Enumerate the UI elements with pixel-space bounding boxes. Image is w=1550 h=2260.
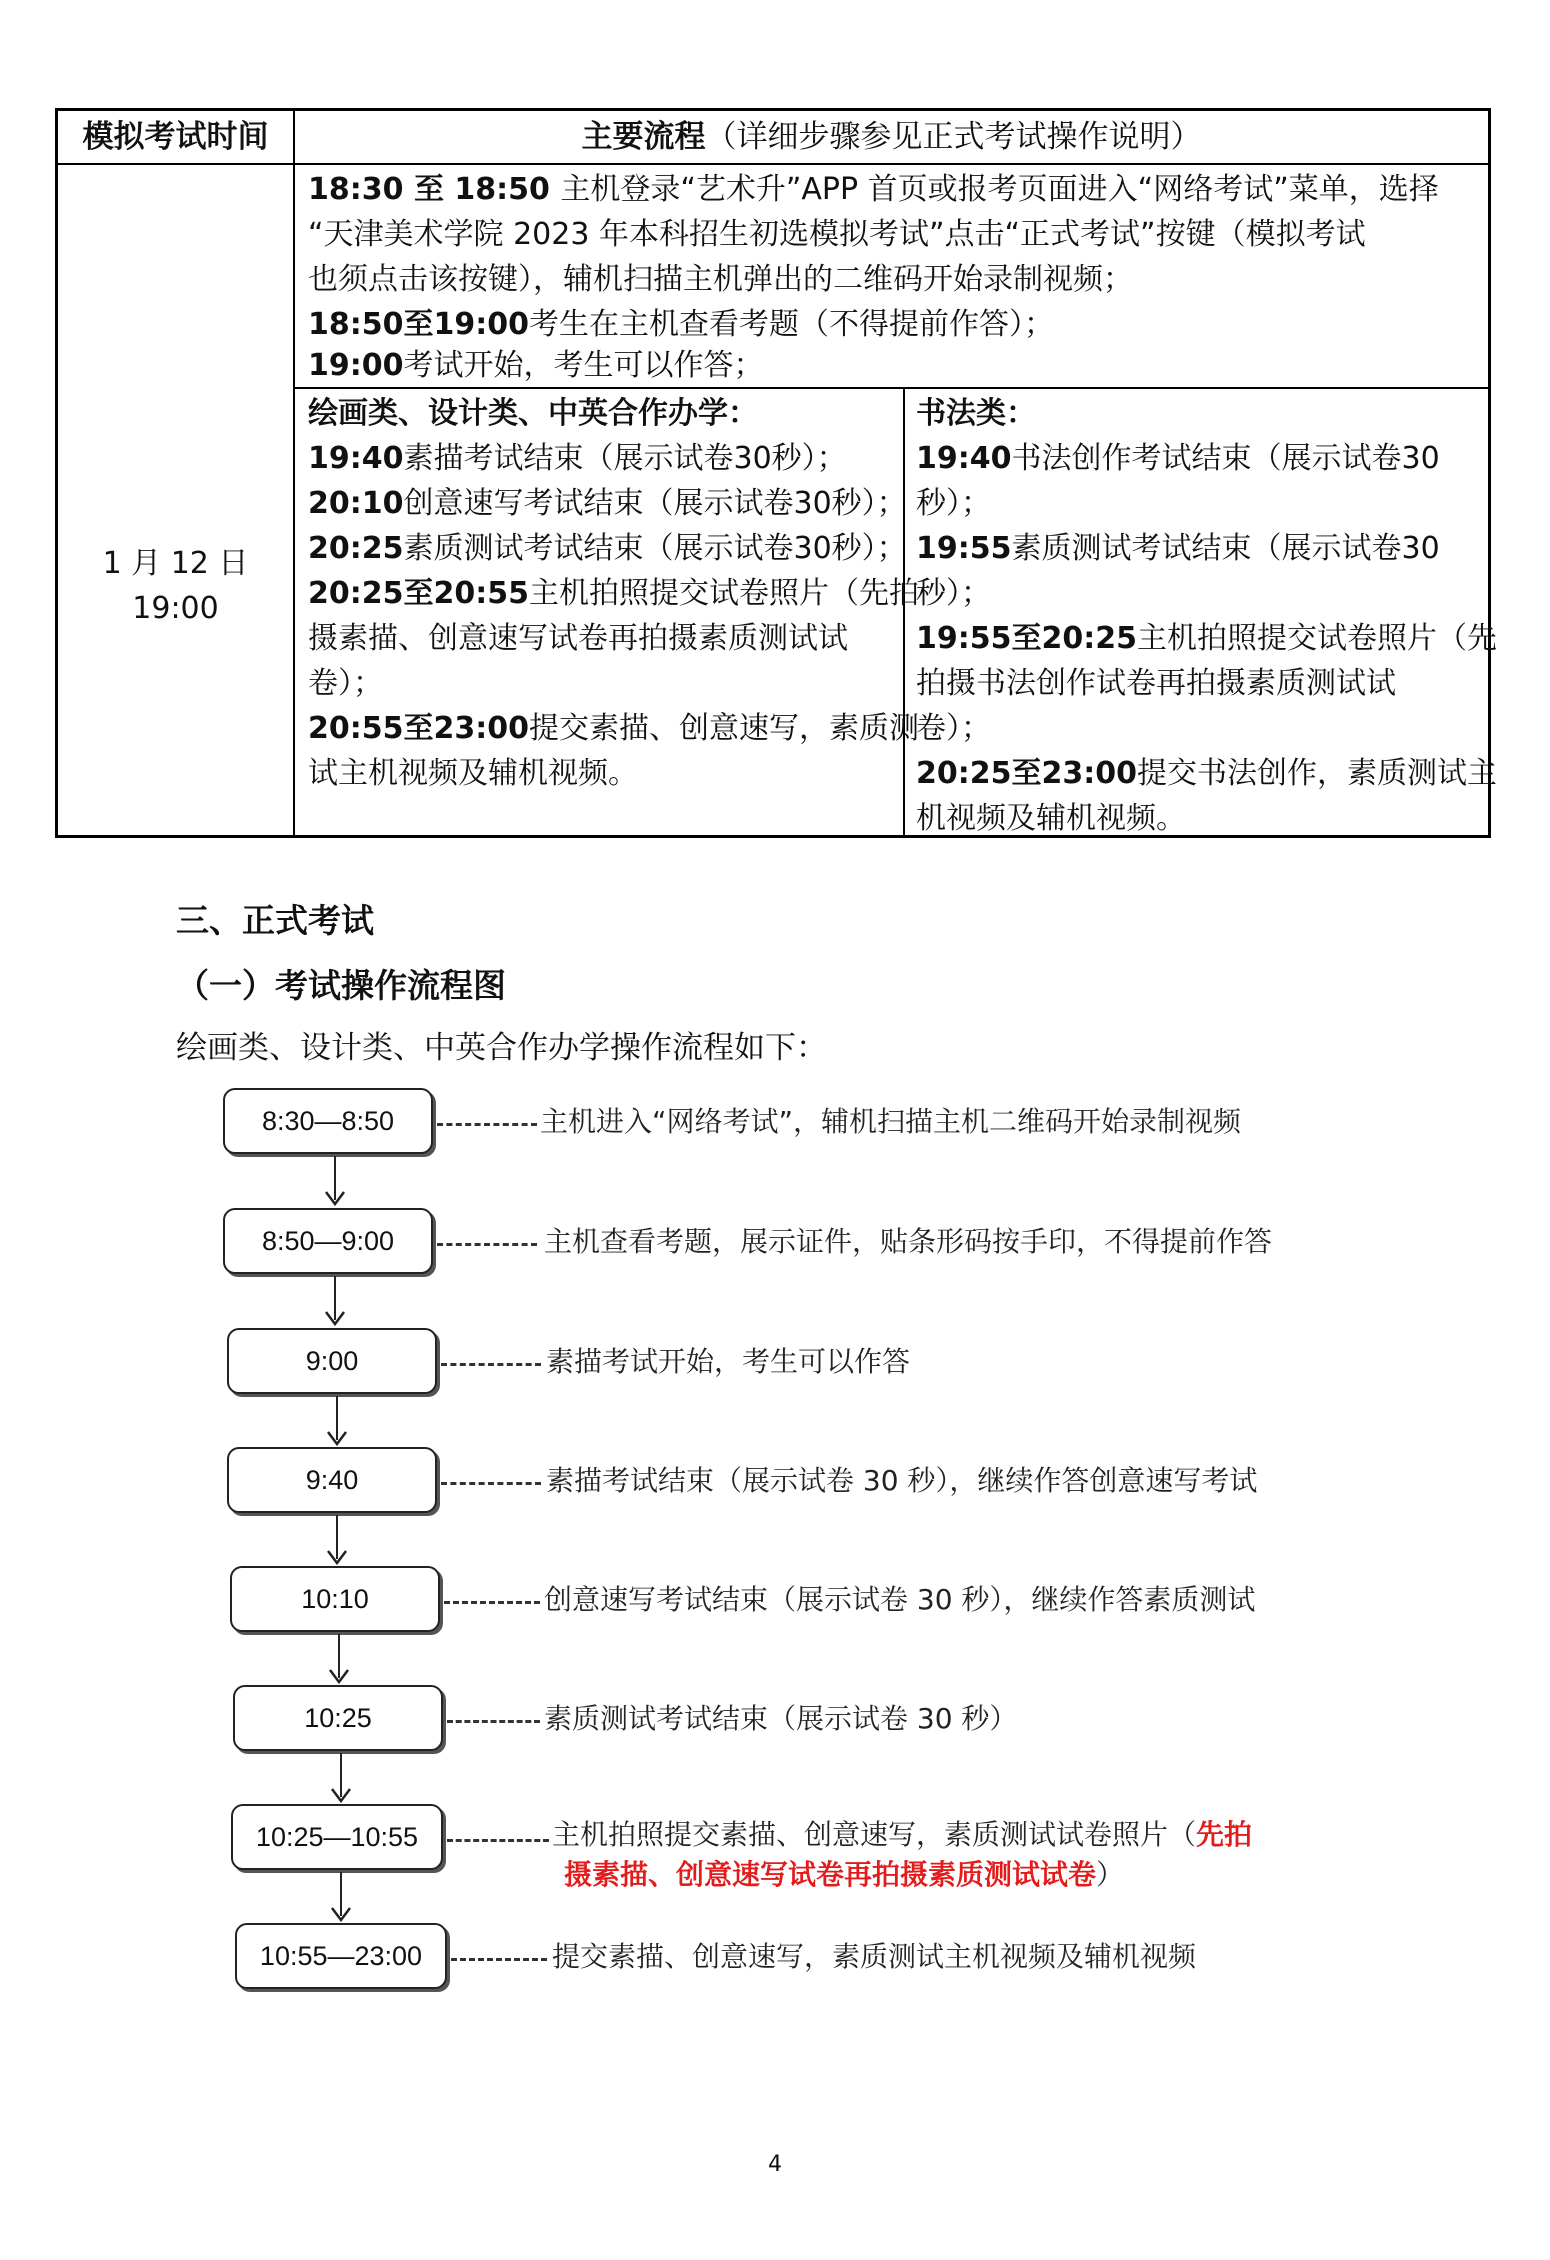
time-label: 19:00: [308, 348, 404, 383]
exam-date: 1 月 12 日: [102, 546, 249, 581]
flow-time: 9:00: [305, 1345, 359, 1376]
flow-text: 卷）；: [916, 711, 991, 746]
flow-time: 10:25: [304, 1702, 372, 1733]
flow-time-box: [223, 1208, 433, 1274]
flow-time-box: [233, 1685, 443, 1751]
calligraphy-flow-line: [916, 481, 991, 526]
flow-text: 素质测试考试结束（展示试卷30秒）；: [403, 531, 907, 566]
painting-flow-line: [308, 436, 847, 481]
calligraphy-flow-line: [916, 661, 1396, 706]
flow-desc: [552, 1815, 1252, 1855]
painting-flow-line: [308, 616, 848, 661]
header-mock-exam-time: 模拟考试时间: [82, 119, 269, 155]
section-intro: 绘画类、设计类、中英合作办学操作流程如下：: [176, 1030, 827, 1066]
flow-desc: 主机进入“网络考试”，辅机扫描主机二维码开始录制视频: [540, 1105, 1242, 1138]
header-main-flow-title: 主要流程: [581, 119, 706, 155]
calligraphy-flow-line: [916, 751, 1497, 796]
section-subheading: （一）考试操作流程图: [176, 966, 506, 1005]
flow-text: 秒）；: [916, 576, 991, 611]
flow-desc-line2: [564, 1855, 1124, 1895]
flow-desc-text: 主机拍照提交素描、创意速写，素质测试试卷照片（: [552, 1818, 1197, 1851]
common-flow-line: [308, 212, 1366, 257]
time-label: 18:30 至 18:50: [308, 172, 561, 207]
calligraphy-title: 书法类：: [916, 396, 1036, 431]
time-label: 20:25: [308, 531, 404, 566]
flow-time: 8:50—9:00: [261, 1225, 395, 1256]
flow-text: 秒）；: [916, 486, 991, 521]
time-label: 20:25至23:00: [916, 756, 1137, 791]
flow-desc: 创意速写考试结束（展示试卷 30 秒），继续作答素质测试: [544, 1583, 1256, 1616]
flow-text: 素描考试结束（展示试卷30秒）；: [403, 441, 847, 476]
header-main-flow-note: （详细步骤参见正式考试操作说明）: [705, 119, 1202, 155]
flow-time-box: [227, 1328, 437, 1394]
flow-text: 提交素描、创意速写，素质测: [529, 711, 919, 746]
header-main-flow: [295, 111, 1488, 163]
dashed-connector: [444, 1601, 540, 1604]
flow-text: 也须点击该按键），辅机扫描主机弹出的二维码开始录制视频；: [308, 262, 1133, 297]
dashed-connector: [441, 1363, 541, 1366]
flow-text: 机视频及辅机视频。: [916, 801, 1186, 836]
section-heading: 三、正式考试: [176, 901, 374, 940]
flow-text: 摄素描、创意速写试卷再拍摄素质测试试: [308, 621, 848, 656]
calligraphy-flow-line: [916, 526, 1440, 571]
flow-desc-highlight: 先拍: [1196, 1818, 1253, 1851]
calligraphy-flow-line: [916, 616, 1497, 661]
flow-time-box: [227, 1447, 437, 1513]
time-label: 19:40: [308, 441, 404, 476]
flow-time: 9:40: [305, 1464, 359, 1495]
painting-flow-line: [308, 751, 638, 796]
time-label: 19:55至20:25: [916, 621, 1137, 656]
painting-flow-line: [308, 706, 919, 751]
flow-time-box: [230, 1566, 440, 1632]
time-label: 20:10: [308, 486, 404, 521]
flow-text: 书法创作考试结束（展示试卷30: [1011, 441, 1440, 476]
flow-text: 卷）；: [308, 666, 383, 701]
flow-desc: 素描考试开始，考生可以作答: [546, 1345, 911, 1378]
flow-desc: 素质测试考试结束（展示试卷 30 秒）: [544, 1702, 1018, 1735]
painting-design-title: 绘画类、设计类、中英合作办学：: [308, 396, 758, 431]
time-label: 19:40: [916, 441, 1012, 476]
exam-date-cell: [58, 541, 293, 631]
flow-text: 主机拍照提交试卷照片（先拍: [529, 576, 919, 611]
flow-desc: 提交素描、创意速写，素质测试主机视频及辅机视频: [552, 1940, 1197, 1973]
common-flow-line: [308, 343, 764, 388]
flow-time-box: [223, 1088, 433, 1154]
table-divider: [58, 163, 1488, 165]
flow-time: 10:25—10:55: [255, 1821, 419, 1852]
flow-desc-highlight: 摄素描、创意速写试卷再拍摄素质测试试卷: [564, 1858, 1097, 1891]
dashed-connector: [437, 1123, 537, 1126]
flow-text: 考生在主机查看考题（不得提前作答）；: [529, 307, 1054, 342]
painting-flow-line: [308, 481, 907, 526]
flow-text: 素质测试考试结束（展示试卷30: [1011, 531, 1440, 566]
calligraphy-flow-line: [916, 436, 1440, 481]
dashed-connector: [447, 1720, 540, 1723]
flow-text: 考试开始，考生可以作答；: [403, 348, 764, 383]
flow-time: 10:55—23:00: [259, 1940, 423, 1971]
flow-text: 提交书法创作，素质测试主: [1137, 756, 1497, 791]
time-label: 20:25至20:55: [308, 576, 529, 611]
calligraphy-flow-line: [916, 796, 1186, 841]
common-flow-line: [308, 257, 1133, 302]
flow-text: 主机登录“艺术升”APP 首页或报考页面进入“网络考试”菜单，选择: [560, 172, 1439, 207]
painting-flow-line: [308, 526, 907, 571]
flow-time: 10:10: [301, 1583, 369, 1614]
page-number: 4: [768, 2152, 782, 2177]
dashed-connector: [441, 1482, 541, 1485]
flow-text: 创意速写考试结束（展示试卷30秒）；: [403, 486, 907, 521]
flow-text: 试主机视频及辅机视频。: [308, 756, 638, 791]
dashed-connector: [447, 1839, 549, 1842]
painting-flow-line: [308, 661, 383, 706]
calligraphy-flow-line: [916, 571, 991, 616]
time-label: 18:50至19:00: [308, 307, 529, 342]
time-label: 20:55至23:00: [308, 711, 529, 746]
mock-exam-table: [55, 108, 1497, 838]
table-divider: [293, 111, 295, 835]
flow-time-box: [235, 1923, 447, 1989]
flow-text: 拍摄书法创作试卷再拍摄素质测试试: [916, 666, 1396, 701]
flow-desc: 素描考试结束（展示试卷 30 秒），继续作答创意速写考试: [546, 1464, 1258, 1497]
flow-desc: 主机查看考题，展示证件，贴条形码按手印，不得提前作答: [544, 1225, 1273, 1258]
flow-text: 主机拍照提交试卷照片（先: [1137, 621, 1497, 656]
exam-time: 19:00: [132, 591, 219, 626]
flow-text: “天津美术学院 2023 年本科招生初选模拟考试”点击“正式考试”按键（模拟考试: [308, 217, 1366, 252]
painting-flow-line: [308, 571, 919, 616]
flow-time: 8:30—8:50: [261, 1105, 395, 1136]
common-flow-line: [308, 302, 1054, 347]
flow-time-box: [231, 1804, 443, 1870]
dashed-connector: [451, 1958, 547, 1961]
dashed-connector: [437, 1243, 537, 1246]
calligraphy-flow-line: [916, 706, 991, 751]
flow-desc-text: ）: [1096, 1858, 1125, 1891]
common-flow-line: [308, 167, 1439, 212]
time-label: 19:55: [916, 531, 1012, 566]
